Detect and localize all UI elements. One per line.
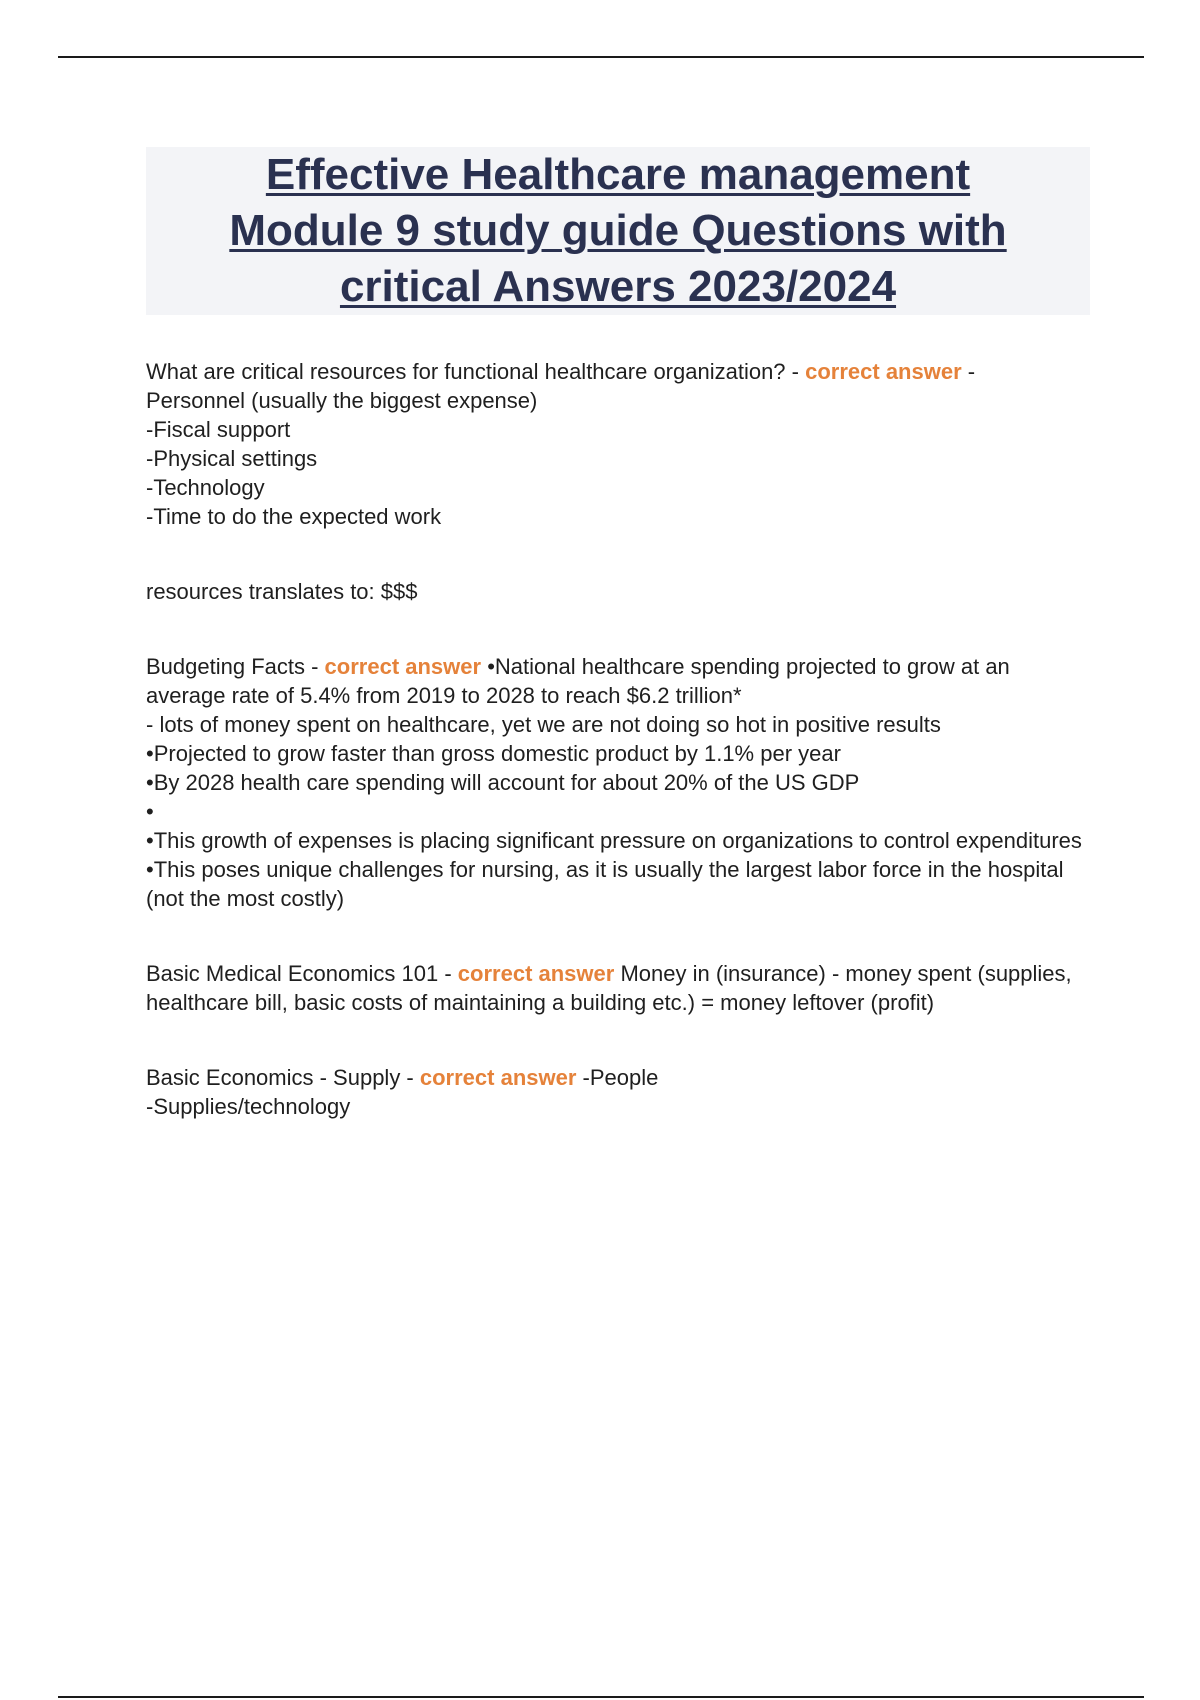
resources-note: resources translates to: $$$ [146, 579, 418, 604]
question-1-text: What are critical resources for functional healthcare organization? - [146, 359, 806, 384]
document-title [229, 147, 1006, 315]
list-item: -Physical settings [146, 446, 318, 471]
question-1 [146, 357, 1086, 415]
list-item: •Projected to grow faster than gross domestic product by 1.1% per year [146, 741, 841, 766]
question-3 [146, 959, 1086, 1017]
question-2-answer: •National healthcare spending projected to grow at an average rate of 5.4% from 2019 to 2028 to reach $6.2 trillion* [146, 654, 1010, 708]
spacer [146, 531, 1086, 577]
question-4 [146, 1063, 1086, 1092]
list-item: -Technology [146, 475, 265, 500]
question-3-answer: Money in (insurance) - money spent (supplies, healthcare bill, basic costs of maintaining a building etc.) = money leftover (profit) [146, 961, 1072, 1015]
list-item: -Time to do the expected work [146, 504, 442, 529]
title-line-3: critical Answers 2023/2024 [339, 262, 897, 311]
question-4-answer: -People [576, 1065, 659, 1090]
list-item: • [146, 799, 154, 824]
question-3-text: Basic Medical Economics 101 - [146, 961, 458, 986]
spacer [146, 913, 1086, 959]
title-line-1: Effective Healthcare management [265, 150, 971, 199]
top-rule [58, 56, 1144, 58]
question-4-text: Basic Economics - Supply - [146, 1065, 420, 1090]
list-item: - lots of money spent on healthcare, yet we are not doing so hot in positive results [146, 712, 941, 737]
list-item: •By 2028 health care spending will account for about 20% of the US GDP [146, 770, 860, 795]
list-item: •This poses unique challenges for nursing, as it is usually the largest labor force in the hospital (not the most costly) [146, 857, 1064, 911]
document-body [146, 357, 1086, 1121]
title-banner [146, 147, 1090, 315]
bottom-rule [58, 1696, 1144, 1698]
correct-answer-label: correct answer [805, 359, 962, 384]
question-1-dash: - [961, 359, 976, 384]
question-2 [146, 652, 1086, 710]
list-item: -Fiscal support [146, 417, 291, 442]
correct-answer-label: correct answer [457, 961, 615, 986]
spacer [146, 606, 1086, 652]
list-item: -Supplies/technology [146, 1094, 351, 1119]
spacer [146, 1017, 1086, 1063]
question-2-text: Budgeting Facts - [146, 654, 325, 679]
question-1-answer: Personnel (usually the biggest expense) [146, 388, 538, 413]
correct-answer-label: correct answer [324, 654, 482, 679]
correct-answer-label: correct answer [419, 1065, 577, 1090]
list-item: •This growth of expenses is placing significant pressure on organizations to control expenditures [146, 828, 1082, 853]
title-line-2: Module 9 study guide Questions with [229, 206, 1007, 255]
